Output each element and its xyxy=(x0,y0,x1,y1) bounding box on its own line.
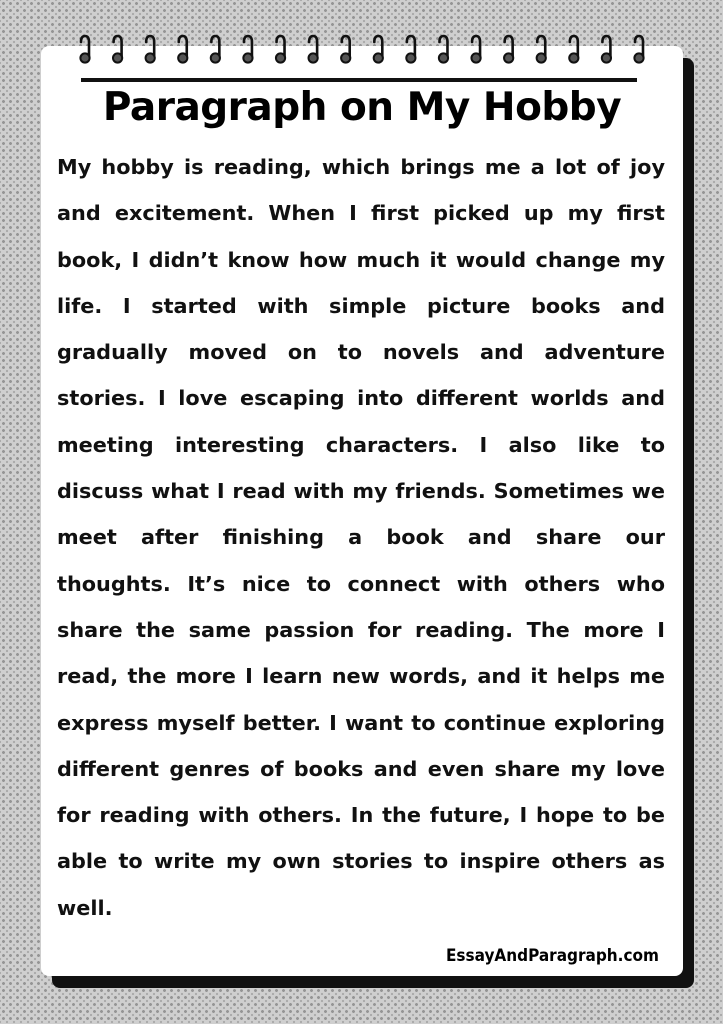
spiral-ring-icon xyxy=(471,36,480,63)
spiral-ring-icon xyxy=(504,36,513,63)
top-rule-divider xyxy=(81,78,637,82)
spiral-ring-icon xyxy=(178,36,187,63)
spiral-ring-icon xyxy=(211,36,220,63)
spiral-ring-icon xyxy=(113,36,122,63)
spiral-ring-icon xyxy=(634,36,643,63)
spiral-ring-icon xyxy=(406,36,415,63)
spiral-ring-icon xyxy=(243,36,252,63)
spiral-ring-icon xyxy=(439,36,448,63)
spiral-ring-icon xyxy=(80,36,89,63)
spiral-ring-icon xyxy=(569,36,578,63)
notepad-card xyxy=(41,46,683,976)
spiral-ring-icon xyxy=(374,36,383,63)
spiral-ring-icon xyxy=(341,36,350,63)
spiral-binding xyxy=(41,34,683,74)
paragraph-body: My hobby is reading, which brings me a lot of joy and excitement. When I first picked up my first book, I didn’t know how much it would change my life. I started with simple picture books and gradually moved on to novels and adventure stories. I love escaping into different worlds and meeting interesting characters. I also like to discuss what I read with my friends. Sometimes we meet after finishing a book and share our thoughts. It’s nice to connect with others who share the same passion for reading. The more I read, the more I learn new words, and it helps me express myself better. I want to continue exploring different genres of books and even share my love for reading with others. In the future, I hope to be able to write my own stories to inspire others as well. xyxy=(57,155,665,920)
spiral-ring-icon xyxy=(309,36,318,63)
spiral-ring-icon xyxy=(146,36,155,63)
spiral-ring-icon xyxy=(276,36,285,63)
spiral-ring-icon xyxy=(537,36,546,63)
page-title: Paragraph on My Hobby xyxy=(102,85,622,130)
spiral-ring-icon xyxy=(602,36,611,63)
website-credit: EssayAndParagraph.com xyxy=(445,946,659,966)
